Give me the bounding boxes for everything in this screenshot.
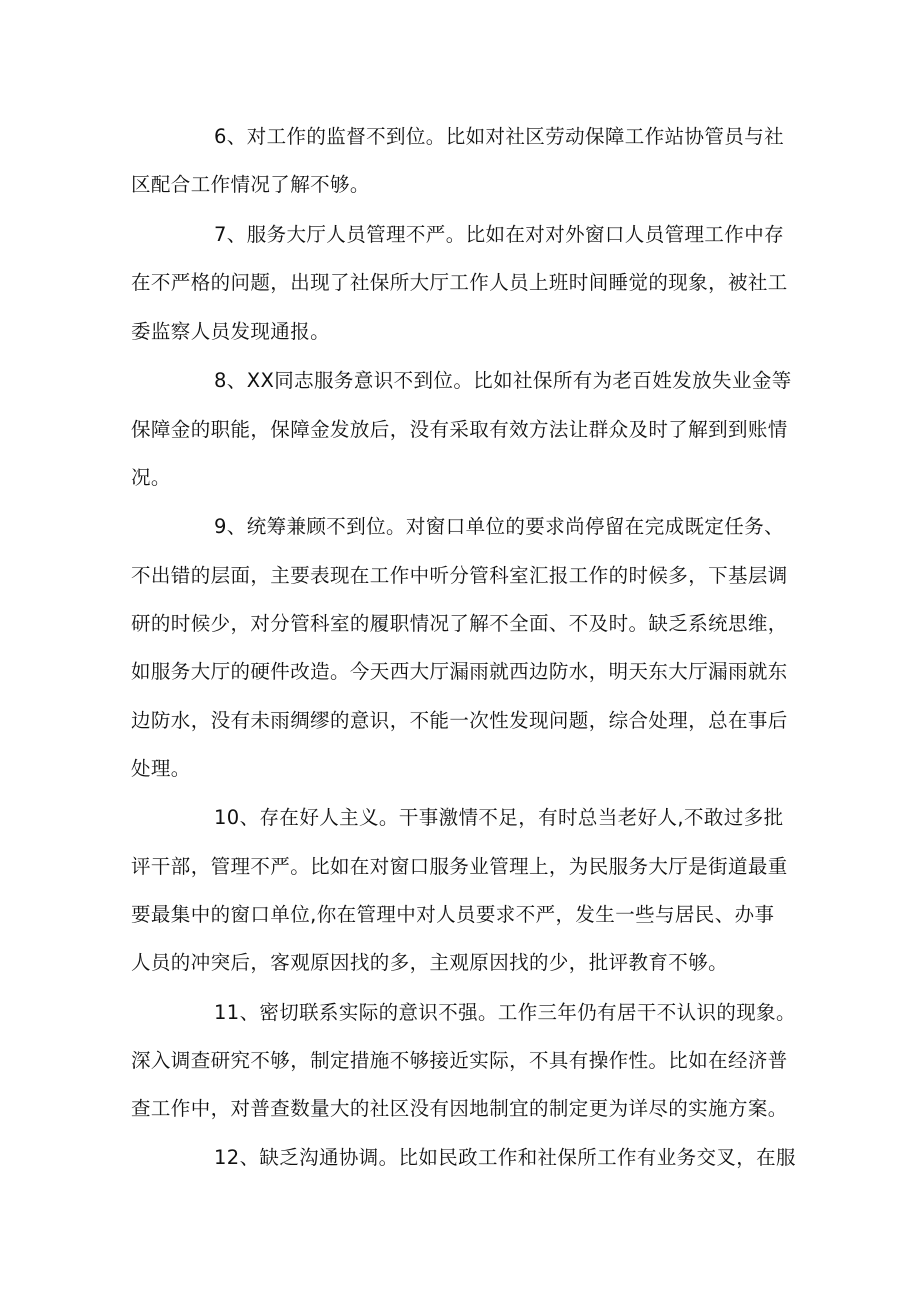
paragraph-11-line-1: 11、密切联系实际的意识不强。工作三年仍有居干不认识的现象。 — [214, 1001, 796, 1024]
paragraph-9-line-1: 9、统筹兼顾不到位。对窗口单位的要求尚停留在完成既定任务、 — [214, 515, 785, 538]
paragraph-9-line-4: 如服务大厅的硬件改造。今天西大厅漏雨就西边防水，明天东大厅漏雨就东 — [131, 660, 788, 683]
paragraph-7-line-2: 在不严格的问题，出现了社保所大厅工作人员上班时间睡觉的现象，被社工 — [131, 271, 788, 294]
paragraph-12-line-1: 12、缺乏沟通协调。比如民政工作和社保所工作有业务交叉，在服 — [214, 1146, 796, 1169]
paragraph-9-line-6: 处理。 — [131, 757, 191, 780]
paragraph-10-line-4: 人员的冲突后，客观原因找的多，主观原因找的少，批评教育不够。 — [131, 951, 729, 974]
paragraph-8-line-2: 保障金的职能，保障金发放后，没有采取有效方法让群众及时了解到到账情 — [131, 418, 788, 441]
paragraph-7-line-1: 7、服务大厅人员管理不严。比如在对对外窗口人员管理工作中存 — [214, 223, 785, 246]
paragraph-9-line-5: 边防水，没有未雨绸缪的意识，不能一次性发现问题，综合处理，总在事后 — [131, 709, 788, 732]
paragraph-11-line-2: 深入调查研究不够，制定措施不够接近实际，不具有操作性。比如在经济普 — [131, 1049, 788, 1072]
paragraph-10-line-2: 评干部，管理不严。比如在对窗口服务业管理上，为民服务大厅是街道最重 — [131, 855, 788, 878]
paragraph-11-line-3: 查工作中，对普查数量大的社区没有因地制宜的制定更为详尽的实施方案。 — [131, 1097, 788, 1120]
paragraph-8-line-3: 况。 — [131, 466, 171, 489]
paragraph-10-line-1: 10、存在好人主义。干事激情不足，有时总当老好人,不敢过多批 — [214, 806, 784, 829]
paragraph-6-line-1: 6、对工作的监督不到位。比如对社区劳动保障工作站协管员与社 — [214, 125, 785, 148]
paragraph-9-line-3: 研的时候少，对分管科室的履职情况了解不全面、不及时。缺乏系统思维， — [131, 612, 788, 635]
paragraph-8-line-1: 8、XX同志服务意识不到位。比如社保所有为老百姓发放失业金等 — [214, 369, 792, 392]
paragraph-9-line-2: 不出错的层面，主要表现在工作中听分管科室汇报工作的时候多，下基层调 — [131, 564, 788, 587]
paragraph-6-line-2: 区配合工作情况了解不够。 — [131, 173, 370, 196]
paragraph-7-line-3: 委监察人员发现通报。 — [131, 320, 331, 343]
paragraph-10-line-3: 要最集中的窗口单位,你在管理中对人员要求不严，发生一些与居民、办事 — [131, 903, 775, 926]
